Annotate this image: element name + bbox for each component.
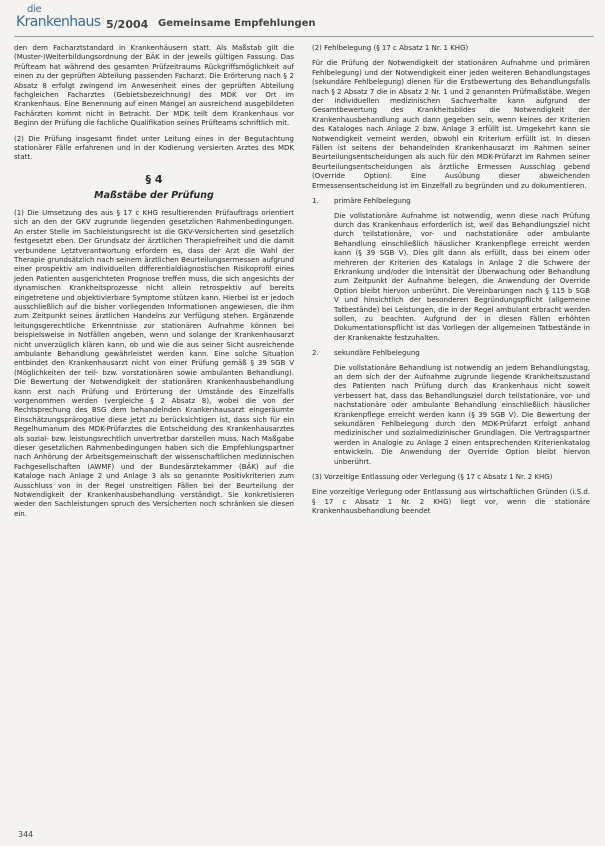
paragraph-title: Maßstäbe der Prüfung [94, 189, 214, 201]
header-rule [14, 36, 594, 37]
page-number: 344 [18, 830, 34, 839]
subsection-1-title: primäre Fehlbelegung [334, 197, 411, 206]
left-paragraph-3: (1) Die Umsetzung des aus § 17 c KHG resultierenden Prüfauftrags orientiert sich an den der GKV zugrunde liegenden gesetzlichen Rahmenbedingungen. An erster Stelle im Sachleistungsrecht ist die GKV-Versicherten sind gesetzlich festgesetzt eben. Der Grundsatz der ärztlichen Therapiefreiheit und die damit verbundene Letztverantwortung erfordern es, dass der Arzt die Wahl der Therapie grundsätzlich nach seinem ärztlichen Beurteilungsermessen aufgrund einer prospektiv am individuellen differentialdiagnostischen Risikoprofil eines jeden Patienten ausgerichteten Prognose treffen muss, die sich angesichts der dynamischen Krankheitsprozesse nicht allein retrospektiv auf bereits eingetretene und objektivierbare Symptome stützen kann. Hierbei ist er jedoch ausschließlich auf die bisher vorliegenden Informationen angewiesen, die ihm zum Zeitpunkt seines ärztlichen Handelns zur Verfügung stehen. Ergänzende leitungsgerechtliche Erkenntnisse zur stationären Aufnahme können bei beispielsweise in Notfällen angeben, wenn und solange der Krankenhausarzt nicht unverzüglich klären kann, ob und wie die aus seiner Sicht ausreichende ambulante Behandlung gewährleistet werden kann. Eine solche Situation entbindet den Krankenhausarzt nicht von einer Prüfung gemäß § 39 SGB V (Möglichkeiten der teil- bzw. vorstationären sowie ambulanten Behandlung). Die Bewertung der Notwendigkeit der stationären Krankenhausbehandlung kann erst nach Prüfung und Erörterung der Umstände des Einzelfalls vorgenommen werden (vergleiche § 2 Absatz 8), wobei die von der Rechtsprechung des BSG dem behandelnden Krankenhausarzt eingeräumte Einschätzungsprärogative diese jetzt zu berücksichtigen ist, dass sich für ein Regelhumanum des MDK-Prüfarztes die Entscheidung des Krankenhausarztes als sozial- bzw. leistungsrechtlich unvertretbar darstellen muss. Nach Maßgabe dieser gesetzlichen Rahmenbedingungen haben sich die Empfehlungspartner nach Anhörung der Arbeitsgemeinschaft der wissenschaftlichen medizinischen Fachgesellschaften (AWMF) und der Bundesärztekammer (BÄK) auf die Kataloge nach Anlage 2 und Anlage 3 als so genannte Positivkriterien zum Ausschluss von in der Regel unstreitigen Fällen bei der Beurteilung der Notwendigkeit der Krankenhausbehandlung verständigt. Sie konkretisieren weder den Sachleistungen spruch des Versicherten noch schränken sie diesen ein. [14, 208, 294, 518]
left-paragraph-2: (2) Die Prüfung insgesamt findet unter Leitung eines in der Begutachtung stationärer Fälle erfahrenen und in der Kodierung versierten Arztes des MDK statt. [14, 134, 294, 162]
right-paragraph-2: Für die Prüfung der Notwendigkeit der stationären Aufnahme und primären Fehlbelegung) und der Notwendigkeit einer jeden weiteren Behandlungstages (sekundäre Fehlbelegung) dienen für die Erstbewertung des Behandlungsfalls nach § 2 Absatz 7 die in Absatz 2 Nr. 1 und 2 genannten Prüfmaßstäbe. Wegen der individuellen medizinischen Sachverhalte kann aufgrund der Gesamtbewertung des Krankheitsbildes die Notwendigkeit der Krankenhausbehandlung auch dann gegeben sein, wenn keines der Kriterien des Kataloges nach Anlage 2 bzw. Anlage 3 erfüllt ist. Umgekehrt kann sie Notwendigkeit verneint werden, obwohl ein Kriterium erfüllt ist. In diesen Fällen ist seitens der behandelnden Krankenhausarzt im Rahmen seiner Beurteilungsentscheidungen als auch für den MDK-Prüfarzt im Rahmen seiner Beurteilungsentscheidungen als ärztliche Ermessen Ausschlag gebend (Override Option). Eine Ausübung dieser abweichenden Ermessensentscheidung ist im Einzelfall zu begründen und zu dokumentieren. [312, 59, 590, 190]
left-column [14, 44, 294, 525]
right-paragraph-3: (3) Vorzeitige Entlassung oder Verlegung (§ 17 c Absatz 1 Nr. 2 KHG) [312, 473, 553, 482]
subsection-2-number: 2. [312, 349, 319, 358]
right-paragraph-1: (2) Fehlbelegung (§ 17 c Absatz 1 Nr. 1 KHG) [312, 44, 469, 52]
left-paragraph-1: den dem Facharztstandard in Krankenhäusern statt. Als Maßstab gilt die (Muster-)Weiterbildungsordnung der BÄK in der jeweils gültigen Fassung. Das Prüfteam hat während des gesamten Prüfzeitraums Rückgriffsmöglichkeit auf einen zu der geprüften Abteilung passenden Facharzt. Die Erörterung nach § 2 Absatz 8 erfolgt zwingend im Anwesenheit eines der geprüften Abteilung fachgleichen Facharztes (Gebietsbezeichnung) des MDK vor Ort im Krankenhaus. Eine Benennung auf einen Mangel an ausreichend ausgebildeten Fachärzten kommt nicht in Betracht. Der MDK teilt dem Krankenhaus vor Beginn der Prüfung die fachliche Qualifikation seines Prüfteams schriftlich mit. [14, 44, 294, 128]
right-paragraph-4: Eine vorzeitige Verlegung oder Entlassung aus wirtschaftlichen Gründen (i.S.d. § 17 c Absatz 1 Nr. 2 KHG) liegt vor, wenn die stationäre Krankenhausbehandlung beendet [312, 488, 590, 516]
journal-logo-prefix: die [27, 4, 42, 15]
subsection-2-body: Die vollstationäre Behandlung ist notwendig an jedem Behandlungstag, an dem sich der der Aufnahme zugrunde liegende Krankheitszustand des Patienten nach Prüfung durch das Krankenhaus nicht soweit verbessert hat, dass das Behandlungsziel durch teilstationäre, vor- und nachstationäre oder ambulante Behandlung einschließlich häuslicher Krankenpflege erreicht werden kann (§ 39 SGB V). Die Bewertung der sekundären Fehlbelegung durch den MDK-Prüfarzt erfolgt anhand medizinischer und sozialmedizinischer Grundlagen. Die Vertragspartner werden in Analogie zu Anlage 2 einen entsprechenden Kriterienkatalog entwickeln. Die Anwendung der Override Option bleibt hiervon unberührt. [334, 363, 590, 466]
paragraph-number: § 4 [145, 172, 163, 186]
issue-number: 5/2004 [106, 18, 149, 31]
subsection-2-title: sekundäre Fehlbelegung [334, 349, 420, 358]
subsection-1-number: 1. [312, 197, 319, 206]
page-header [0, 0, 605, 40]
subsection-1-heading [312, 197, 590, 206]
subsection-2-heading [312, 349, 590, 358]
section-title: Gemeinsame Empfehlungen [158, 18, 316, 29]
right-column [312, 44, 590, 523]
subsection-1-body: Die vollstationäre Aufnahme ist notwendig, wenn diese nach Prüfung durch das Krankenhaus erforderlich ist, weil das Behandlungsziel nicht durch teilstationäre, vor- und nachstationäre oder ambulante Behandlung einschließlich häuslicher Krankenpflege erreicht werden kann (§ 39 SGB V). Dies gilt dann als erfüllt, dass bei einem oder mehreren der Kriterien des Katalogs in Anlage 2 die Schwere der Erkrankung und/oder die Intensität der Überwachung oder Behandlung zum Zeitpunkt der Aufnahme belegen, die Anwendung der Override Option bleibt hiervon unberührt. Die Vereinbarungen nach § 115 b SGB V und hinsichtlich der besonderen Begründungspflicht (allgemeine Tatbestände) bei Leistungen, die in der Regel ambulant erbracht werden sollen, zu beachten. Aufgrund der in diesen Fällen erhöhten Dokumentationspflicht ist das Vorliegen der allgemeinen Tatbestände in der Krankenakte festzuhalten. [334, 211, 590, 342]
journal-logo: Krankenhaus [16, 14, 101, 30]
